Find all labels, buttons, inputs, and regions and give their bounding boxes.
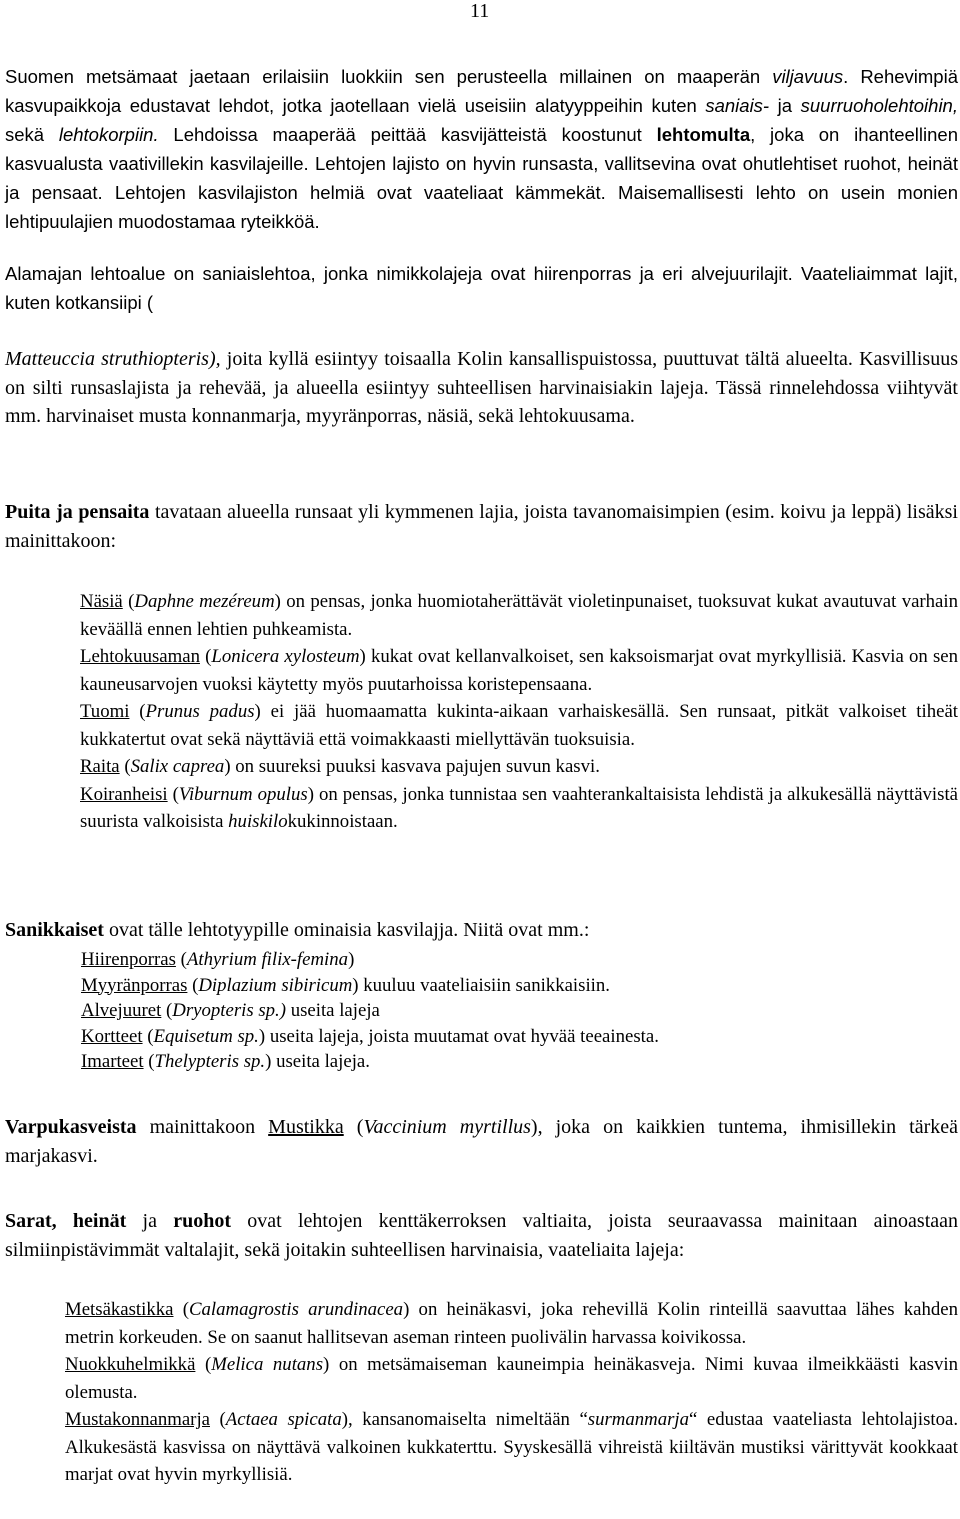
dwarf-shrubs-section bbox=[5, 1113, 958, 1170]
text-run: sekä bbox=[5, 124, 59, 145]
text-run: joita kyllä esiintyy toisaalla Kolin kansallispuistossa, puuttuvat tältä alueelta. Kasvillisuus on silti runsaslajista ja rehevää, ja alueella esiintyy suhteellisen harvinaisiakin lajeja. Tässä rinnelehdossa viihtyvät mm. harvinaiset musta konnanmarja, myyränporras, näsiä, sekä lehtokuusama. bbox=[5, 348, 958, 427]
grasses-paragraph: Sarat, heinät ja ruohot ovat lehtojen kenttäkerroksen valtiaita, joista seuraavassa mainitaan ainoastaan silmiinpistävimmät valtalajit, sekä joitakin suhteellisen harvinaisia, vaateliaita lajeja: bbox=[5, 1210, 959, 1261]
latin-name: Viburnum opulus bbox=[178, 783, 308, 805]
trees-section bbox=[5, 498, 958, 555]
ferns-section bbox=[5, 916, 958, 945]
page-number: 11 bbox=[470, 0, 490, 22]
plant-name: Imarteet bbox=[81, 1051, 144, 1072]
latin-name: Daphne mezéreum bbox=[134, 591, 275, 612]
latin-name: Calamagrostis arundinacea bbox=[188, 1299, 404, 1320]
list-item: Nuokkuhelmikkä (Melica nutans) on metsämaiseman kauneimpia heinäkasveja. Nimi kuvaa ilmeikkäästi kasvin olemusta. bbox=[65, 1354, 958, 1403]
term-saniais: saniais- bbox=[705, 95, 770, 116]
text-run: . Rehevimpiä kasvupaikkoja edustavat lehdot, jotka jaotellaan vielä useisiin alatyyppeihin kuten bbox=[5, 66, 958, 116]
dwarf-shrubs-paragraph: Varpukasveista mainittakoon Mustikka (Vaccinium myrtillus), joka on kaikkien tuntema, ihmisillekin tärkeä marjakasvi. bbox=[5, 1116, 958, 1167]
list-item: Metsäkastikka (Calamagrostis arundinacea) on heinäkasvi, joka rehevillä Kolin rinteillä saavuttaa lähes kahden metrin korkeuden. Se on saanut hallitsevan aseman rinteen puolivälin harvassa koivikossa. bbox=[65, 1299, 959, 1348]
latin-name: Matteuccia struthiopteris), bbox=[5, 348, 221, 370]
latin-name: Actaea spicata bbox=[225, 1409, 342, 1430]
grasses-section bbox=[5, 1207, 958, 1264]
plant-name: Raita bbox=[80, 756, 120, 777]
text-run: Lehdoissa maaperää peittää kasvijätteistä koostunut bbox=[158, 124, 657, 145]
document-body bbox=[5, 62, 958, 317]
heading-trees: Puita ja pensaita bbox=[5, 501, 150, 523]
grass-list bbox=[5, 1296, 958, 1489]
list-item: Tuomi (Prunus padus) ei jää huomaamatta kukinta-aikaan varhaiskesällä. Sen runsaat, pitkät valkoiset tiheät kukkatertut ovat sekä näyttäviä että voimakkaasti miellyttävän tuoksuisia. bbox=[80, 701, 958, 750]
intro-paragraph bbox=[5, 62, 958, 236]
latin-name: Salix caprea bbox=[130, 756, 225, 777]
plant-name: Koiranheisi bbox=[80, 783, 168, 805]
fern-list bbox=[5, 947, 958, 1075]
shrub-list bbox=[5, 588, 958, 836]
heading-sedges: Sarat, heinät bbox=[5, 1210, 127, 1232]
latin-name: Lonicera xylosteum bbox=[211, 646, 360, 667]
list-item: Alvejuuret (Dryopteris sp.) useita lajeja bbox=[81, 1000, 380, 1021]
plant-name: Alvejuuret bbox=[81, 1000, 162, 1021]
alamaja-section bbox=[5, 345, 958, 431]
plant-name: Mustikka bbox=[268, 1116, 344, 1138]
latin-name: Thelypteris sp. bbox=[154, 1051, 266, 1072]
list-item: Imarteet (Thelypteris sp.) useita lajeja. bbox=[81, 1051, 370, 1072]
latin-name: Equisetum sp. bbox=[153, 1025, 259, 1047]
list-item: Lehtokuusaman (Lonicera xylosteum) kukat ovat kellanvalkoiset, sen kaksoismarjat ovat myrkyllisiä. Kasvia on sen kauneusarvojen vuoksi käytetty myös puutarhoissa koristepensaana. bbox=[80, 646, 959, 695]
latin-name: Dryopteris sp.) bbox=[172, 1000, 287, 1021]
ferns-paragraph: Sanikkaiset ovat tälle lehtotyypille ominaisia kasvilajja. Niitä ovat mm.: bbox=[5, 919, 590, 941]
plant-name: Nuokkuhelmikkä bbox=[65, 1354, 196, 1375]
text-run: tavataan alueella runsaat yli kymmenen lajia, joista tavanomaisimpien (esim. koivu ja leppä) lisäksi mainittakoon: bbox=[5, 501, 958, 552]
latin-name: Prunus padus bbox=[145, 701, 255, 722]
plant-name: Hiirenporras bbox=[81, 949, 176, 970]
term-suurruoho: suurruoholehtoihin, bbox=[800, 95, 958, 116]
term-lehtokorpi: lehtokorpiin. bbox=[58, 124, 159, 145]
plant-name: Tuomi bbox=[80, 701, 130, 722]
term-viljavuus: viljavuus bbox=[772, 66, 844, 87]
heading-dwarf-shrubs: Varpukasveista bbox=[5, 1116, 137, 1138]
text-run: , joka on ihanteellinen kasvualusta vaativillekin kasvilajeille. Lehtojen lajisto on hyvin runsasta, vallitsevina ovat ohutlehtiset ruohot, heinät ja pensaat. Lehtojen kasvilajiston helmiä ovat vaateliaat kämmekät. Maisemallisesti lehto on usein monien lehtipuulajien muodostamaa ryteikköä. bbox=[5, 124, 958, 232]
text-run: Alamajan lehtoalue on saniaislehtoa, jonka nimikkolajeja ovat hiirenporras ja eri alvejuurilajit. Vaateliaimmat lajit, kuten kotkansiipi ( bbox=[5, 263, 958, 313]
list-item: Näsiä (Daphne mezéreum) on pensas, jonka huomiotaherättävät violetinpunaiset, tuoksuvat kukat avautuvat varhain keväällä ennen lehtien puhkeamista. bbox=[80, 591, 959, 640]
heading-herbs: ruohot bbox=[173, 1210, 232, 1232]
heading-ferns: Sanikkaiset bbox=[5, 919, 104, 941]
text-run: ja bbox=[769, 95, 801, 116]
plant-name: Kortteet bbox=[81, 1025, 143, 1047]
term-lehtomulta: lehtomulta bbox=[656, 124, 751, 145]
latin-name: Athyrium filix-femina bbox=[186, 949, 349, 970]
plant-name: Myyränporras bbox=[81, 974, 188, 996]
list-item: Hiirenporras (Athyrium filix-femina) bbox=[81, 949, 355, 970]
alamaja-paragraph bbox=[5, 345, 958, 431]
list-item: Mustakonnanmarja (Actaea spicata), kansanomaiselta nimeltään “surmanmarja“ edustaa vaateliasta lehtolajistoa. Alkukesästä kasvissa on näyttävä valkoinen kukkaterttu. Syyskesällä vihreistä kiiltävän mustiksi värittyvät kookkaat marjat ovat hyvin myrkyllisiä. bbox=[65, 1409, 959, 1485]
plant-name: Lehtokuusaman bbox=[80, 646, 200, 667]
list-item: Kortteet (Equisetum sp.) useita lajeja, joista muutamat ovat hyvää teeainesta. bbox=[81, 1025, 659, 1047]
latin-name: Melica nutans bbox=[211, 1354, 324, 1375]
text-run: Suomen metsämaat jaetaan erilaisiin luokkiin sen perusteella millainen on maaperän bbox=[5, 66, 773, 87]
trees-paragraph bbox=[5, 498, 958, 555]
plant-name: Metsäkastikka bbox=[65, 1299, 174, 1320]
plant-name: Näsiä bbox=[80, 591, 123, 612]
latin-name: Diplazium sibiricum bbox=[198, 974, 353, 996]
list-item: Myyränporras (Diplazium sibiricum) kuuluu vaateliaisiin sanikkaisiin. bbox=[81, 974, 610, 996]
list-item: Koiranheisi (Viburnum opulus) on pensas, jonka tunnistaa sen vaahterankaltaisista lehdistä ja alkukesällä näyttävistä suurista valkoisista huiskilokukinnoistaan. bbox=[80, 783, 959, 832]
alamaja-paragraph-start bbox=[5, 259, 958, 317]
latin-name: Vaccinium myrtillus bbox=[363, 1116, 531, 1138]
list-item: Raita (Salix caprea) on suureksi puuksi kasvava pajujen suvun kasvi. bbox=[80, 756, 600, 777]
plant-name: Mustakonnanmarja bbox=[65, 1409, 210, 1430]
